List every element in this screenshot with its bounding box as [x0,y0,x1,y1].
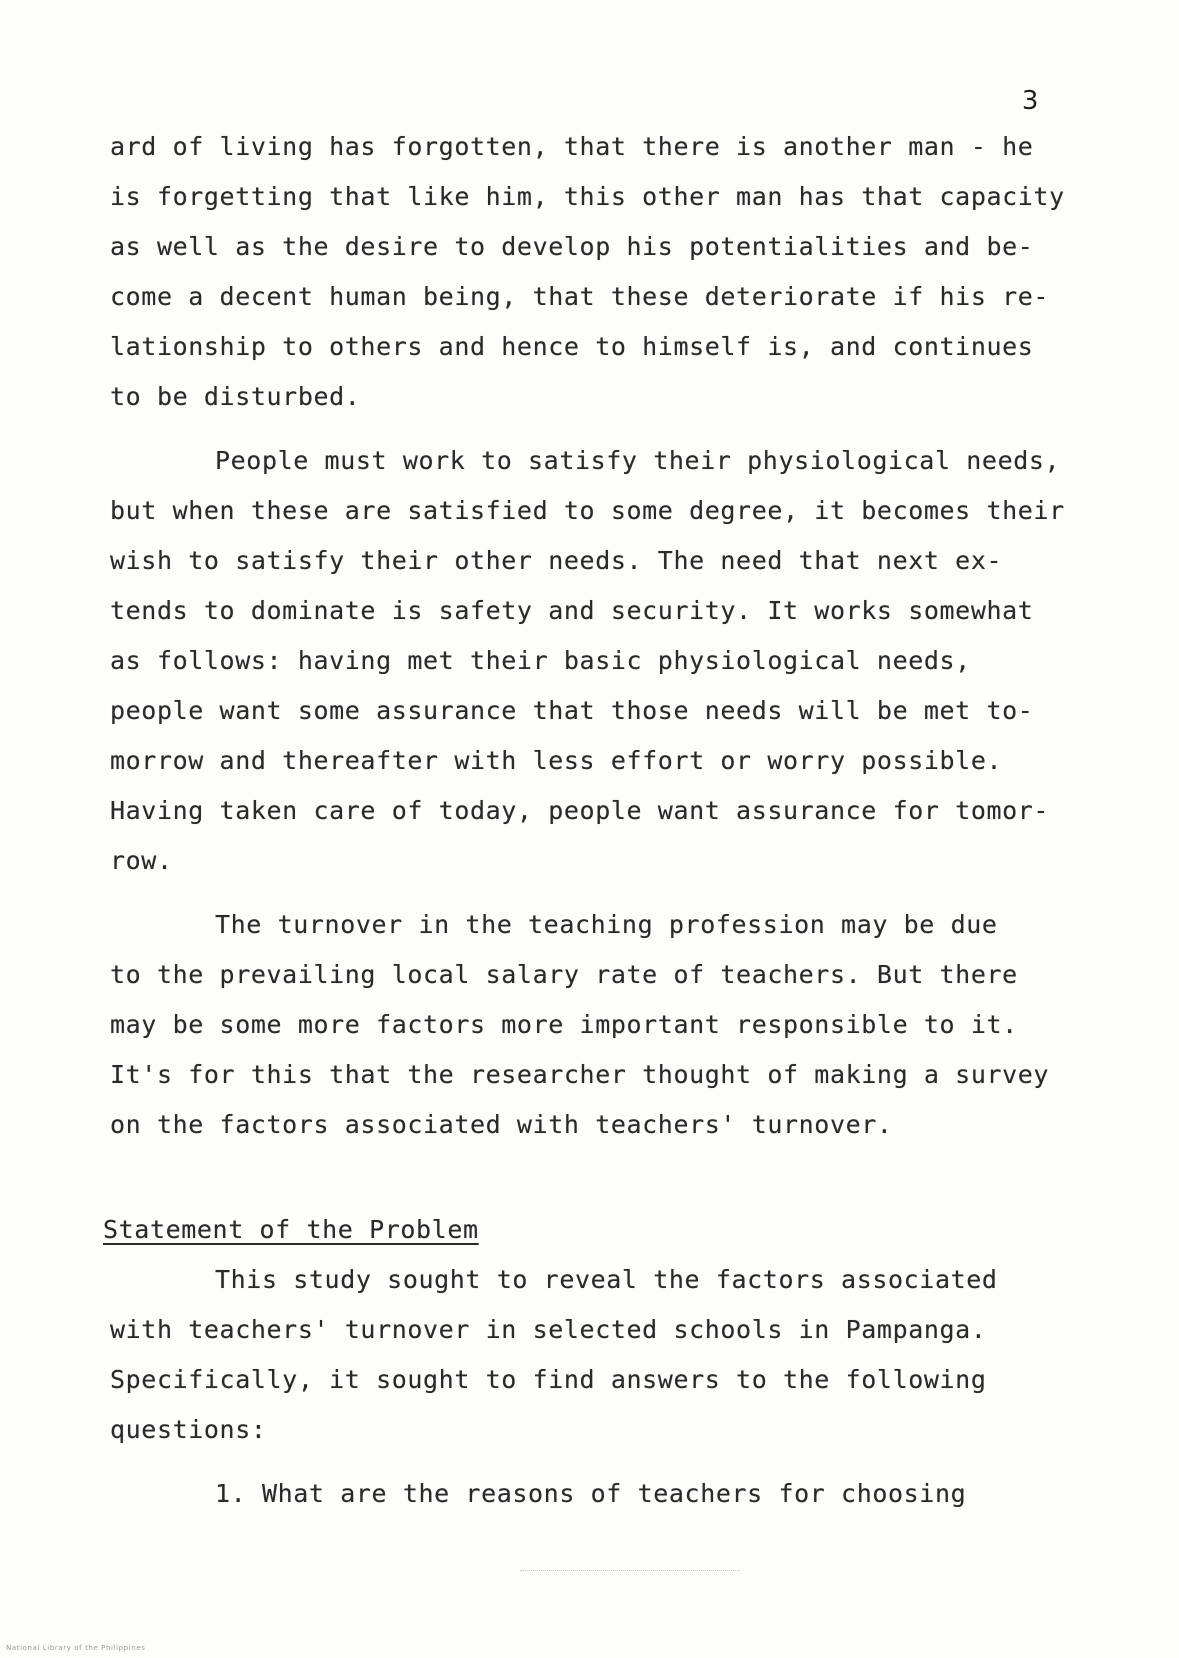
text-line: Having taken care of today, people want assurance for tomor- [110,796,1050,825]
text-line: come a decent human being, that these deteriorate if his re- [110,282,1050,311]
text-line: Specifically, it sought to find answers to the following [110,1365,987,1394]
text-line: It's for this that the researcher thought of making a survey [110,1060,1050,1089]
text-line: lationship to others and hence to himself is, and continues [110,332,1034,361]
text-line: with teachers' turnover in selected schools in Pampanga. [110,1315,987,1344]
text-line: is forgetting that like him, this other man has that capacity [110,182,1065,211]
scan-artifact [520,1570,740,1572]
page-number: 3 [1021,86,1039,116]
section-heading: Statement of the Problem [103,1215,479,1244]
archive-footer: National Library of the Philippines [6,1644,146,1652]
text-line: on the factors associated with teachers' turnover. [110,1110,893,1139]
text-line: but when these are satisfied to some degree, it becomes their [110,496,1065,525]
question-item: 1. What are the reasons of teachers for choosing [215,1479,967,1508]
text-line: as follows: having met their basic physiological needs, [110,646,971,675]
text-line: tends to dominate is safety and security. It works somewhat [110,596,1034,625]
text-line: wish to satisfy their other needs. The need that next ex- [110,546,1003,575]
text-line: as well as the desire to develop his potentialities and be- [110,232,1034,261]
text-line: people want some assurance that those needs will be met to- [110,696,1034,725]
text-line: questions: [110,1415,267,1444]
text-line: row. [110,846,173,875]
text-line: morrow and thereafter with less effort or worry possible. [110,746,1003,775]
text-line: The turnover in the teaching profession may be due [215,910,998,939]
text-line: ard of living has forgotten, that there is another man - he [110,132,1034,161]
text-line: People must work to satisfy their physiological needs, [215,446,1061,475]
text-line: This study sought to reveal the factors associated [215,1265,998,1294]
text-line: to the prevailing local salary rate of teachers. But there [110,960,1018,989]
text-line: may be some more factors more important responsible to it. [110,1010,1018,1039]
text-line: to be disturbed. [110,382,361,411]
